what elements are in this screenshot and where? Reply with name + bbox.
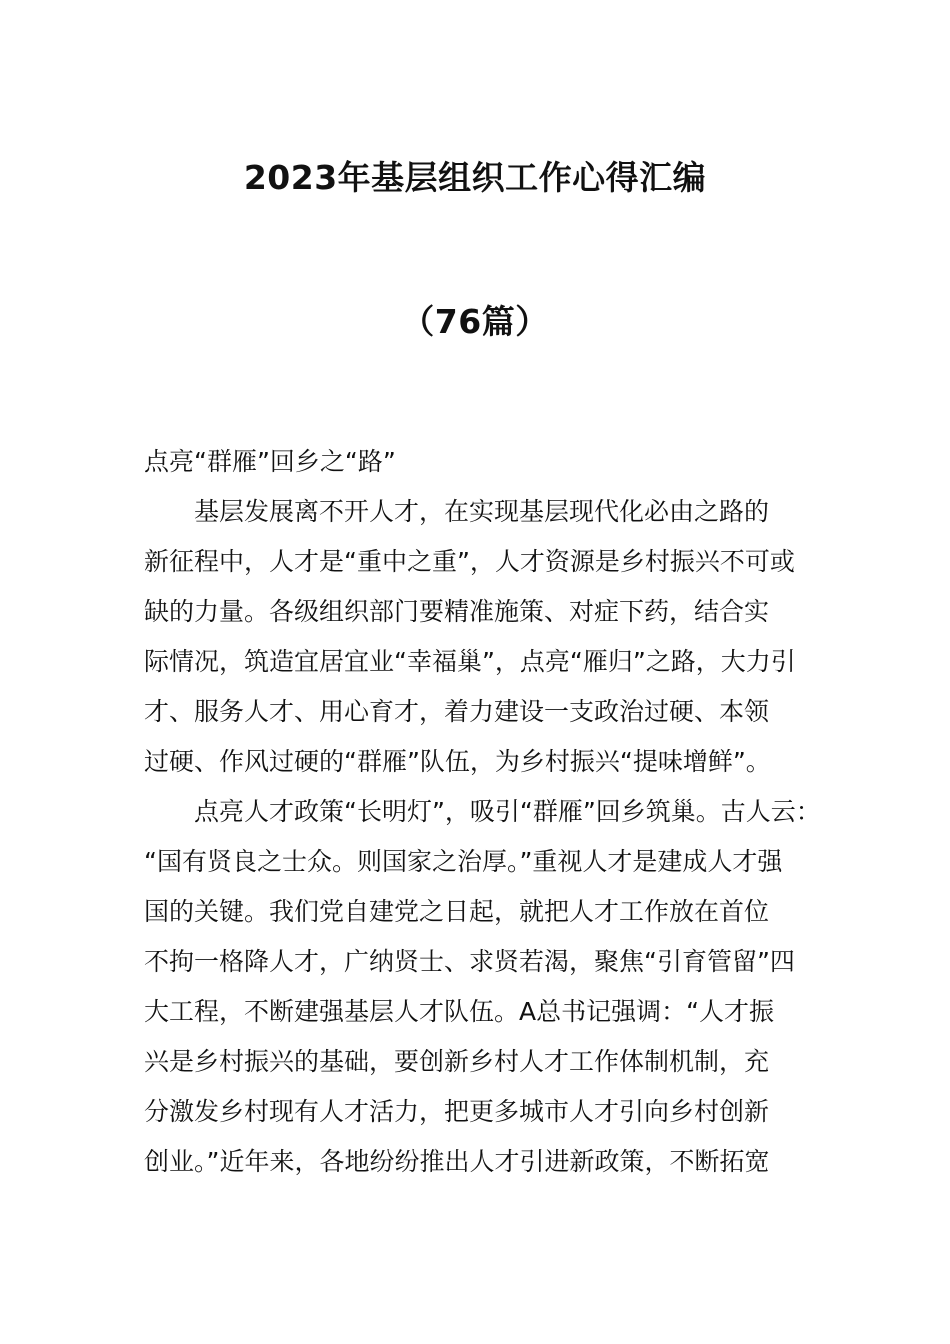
paragraph-2 bbox=[144, 787, 834, 1187]
paragraph-line: 不拘一格降人才，广纳贤士、求贤若渴，聚焦“引育管留”四 bbox=[144, 947, 795, 976]
document-title: 2023年基层组织工作心得汇编 bbox=[243, 158, 707, 197]
paragraph-line: 创业。”近年来，各地纷纷推出人才引进新政策，不断拓宽 bbox=[144, 1147, 770, 1176]
paragraph-line: 过硬、作风过硬的“群雁”队伍，为乡村振兴“提味增鲜”。 bbox=[144, 747, 771, 776]
section-heading: 点亮“群雁”回乡之“路” bbox=[144, 447, 396, 476]
paragraph-line: 际情况，筑造宜居宜业“幸福巢”，点亮“雁归”之路，大力引 bbox=[144, 647, 796, 676]
paragraph-line: 新征程中，人才是“重中之重”，人才资源是乡村振兴不可或 bbox=[144, 547, 795, 576]
paragraph-line: 大工程，不断建强基层人才队伍。A总书记强调：“人才振 bbox=[144, 997, 775, 1026]
paragraph-line: 才、服务人才、用心育才，着力建设一支政治过硬、本领 bbox=[144, 697, 770, 726]
paragraph-line: 兴是乡村振兴的基础，要创新乡村人才工作体制机制，充 bbox=[144, 1047, 770, 1076]
paragraph-line: 缺的力量。各级组织部门要精准施策、对症下药，结合实 bbox=[144, 597, 770, 626]
paragraph-line: 基层发展离不开人才，在实现基层现代化必由之路的 bbox=[194, 497, 770, 526]
paragraph-line: 国的关键。我们党自建党之日起，就把人才工作放在首位 bbox=[144, 897, 770, 926]
document-subtitle: （76篇） bbox=[401, 302, 549, 341]
paragraph-line: 点亮人才政策“长明灯”，吸引“群雁”回乡筑巢。古人云： bbox=[194, 797, 821, 826]
paragraph-line: 分激发乡村现有人才活力，把更多城市人才引向乡村创新 bbox=[144, 1097, 770, 1126]
paragraph-line: “国有贤良之士众。则国家之治厚。”重视人才是建成人才强 bbox=[144, 847, 783, 876]
document-body bbox=[144, 437, 834, 1187]
paragraph-1 bbox=[144, 487, 834, 787]
